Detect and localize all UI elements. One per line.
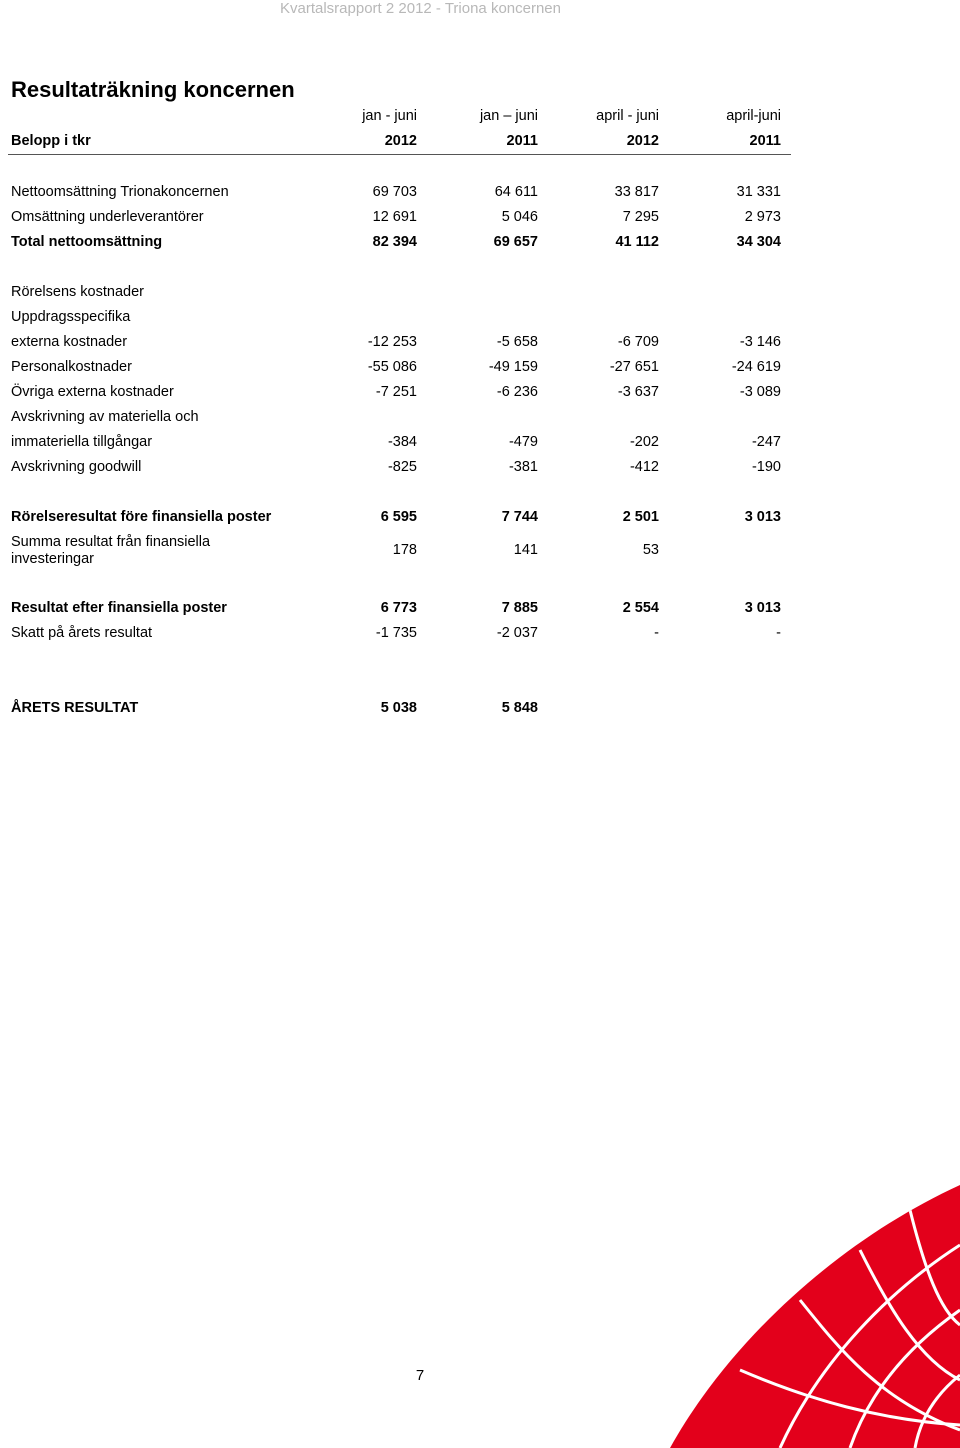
running-header: Kvartalsrapport 2 2012 - Triona koncernen (280, 0, 561, 17)
cell-value: -190 (751, 459, 781, 475)
cell-value: - (776, 625, 781, 641)
row-label: Summa resultat från finansiella investeringar (11, 534, 211, 567)
row-label: Skatt på årets resultat (11, 625, 153, 641)
period-header: april - juni (596, 108, 659, 124)
cell-value: 141 (513, 542, 538, 558)
cell-value: 5 038 (380, 700, 417, 716)
cell-value: -384 (387, 434, 417, 450)
cell-value: 12 691 (372, 209, 417, 225)
cell-value: 34 304 (736, 234, 781, 250)
cell-value: -7 251 (375, 384, 417, 400)
cell-value: -3 637 (617, 384, 659, 400)
row-label: immateriella tillgångar (11, 434, 153, 450)
row-label: Avskrivning av materiella och (11, 409, 199, 425)
cell-value: 3 013 (744, 509, 781, 525)
cell-value: - (654, 625, 659, 641)
row-label: externa kostnader (11, 334, 128, 350)
row-label: Avskrivning goodwill (11, 459, 142, 475)
row-label: Personalkostnader (11, 359, 132, 375)
cell-value: 2 554 (622, 600, 659, 616)
row-label: ÅRETS RESULTAT (11, 700, 139, 716)
cell-value: 178 (392, 542, 417, 558)
cell-value: 2 501 (622, 509, 659, 525)
row-label: Omsättning underleverantörer (11, 209, 204, 225)
cell-value: -825 (387, 459, 417, 475)
cell-value: -3 146 (739, 334, 781, 350)
row-label: Övriga externa kostnader (11, 384, 174, 400)
amount-unit-label: Belopp i tkr (11, 133, 91, 149)
cell-value: 53 (642, 542, 659, 558)
cell-value: -202 (629, 434, 659, 450)
page-title: Resultaträkning koncernen (11, 77, 295, 102)
period-header: jan – juni (479, 108, 538, 124)
row-label: Uppdragsspecifika (11, 309, 131, 325)
cell-value: 31 331 (736, 184, 781, 200)
cell-value: 6 773 (380, 600, 417, 616)
cell-value: -55 086 (367, 359, 417, 375)
cell-value: 7 744 (501, 509, 538, 525)
section-heading: Rörelsens kostnader (11, 284, 144, 300)
cell-value: -479 (508, 434, 538, 450)
cell-value: -412 (629, 459, 659, 475)
year-header: 2011 (506, 133, 538, 149)
cell-value: -6 709 (617, 334, 659, 350)
row-label: Rörelseresultat före finansiella poster (11, 509, 272, 525)
cell-value: 2 973 (744, 209, 781, 225)
cell-value: 82 394 (372, 234, 417, 250)
year-header: 2011 (749, 133, 781, 149)
cell-value: 7 295 (622, 209, 659, 225)
cell-value: 64 611 (494, 184, 538, 200)
cell-value: 5 848 (501, 700, 538, 716)
cell-value: -2 037 (496, 625, 538, 641)
row-label: Nettoomsättning Trionakoncernen (11, 184, 229, 200)
cell-value: 69 657 (493, 234, 538, 250)
cell-value: 3 013 (744, 600, 781, 616)
period-header: jan - juni (362, 108, 417, 124)
year-header: 2012 (626, 133, 659, 149)
cell-value: -6 236 (496, 384, 538, 400)
row-label: Total nettoomsättning (11, 234, 163, 250)
cell-value: 41 112 (615, 234, 659, 250)
cell-value: 5 046 (501, 209, 538, 225)
header-divider (8, 154, 791, 155)
cell-value: -27 651 (609, 359, 659, 375)
cell-value: 7 885 (501, 600, 538, 616)
year-header: 2012 (384, 133, 417, 149)
row-label: Resultat efter finansiella poster (11, 600, 227, 616)
triona-globe-logo (660, 1150, 960, 1448)
cell-value: -24 619 (731, 359, 781, 375)
cell-value: -381 (508, 459, 538, 475)
cell-value: 33 817 (614, 184, 659, 200)
cell-value: -247 (751, 434, 781, 450)
cell-value: -12 253 (367, 334, 417, 350)
cell-value: -1 735 (375, 625, 417, 641)
period-header: april-juni (726, 108, 781, 124)
page-number: 7 (415, 1367, 425, 1384)
cell-value: -5 658 (496, 334, 538, 350)
cell-value: -3 089 (739, 384, 781, 400)
cell-value: 6 595 (380, 509, 417, 525)
cell-value: -49 159 (488, 359, 538, 375)
cell-value: 69 703 (372, 184, 417, 200)
